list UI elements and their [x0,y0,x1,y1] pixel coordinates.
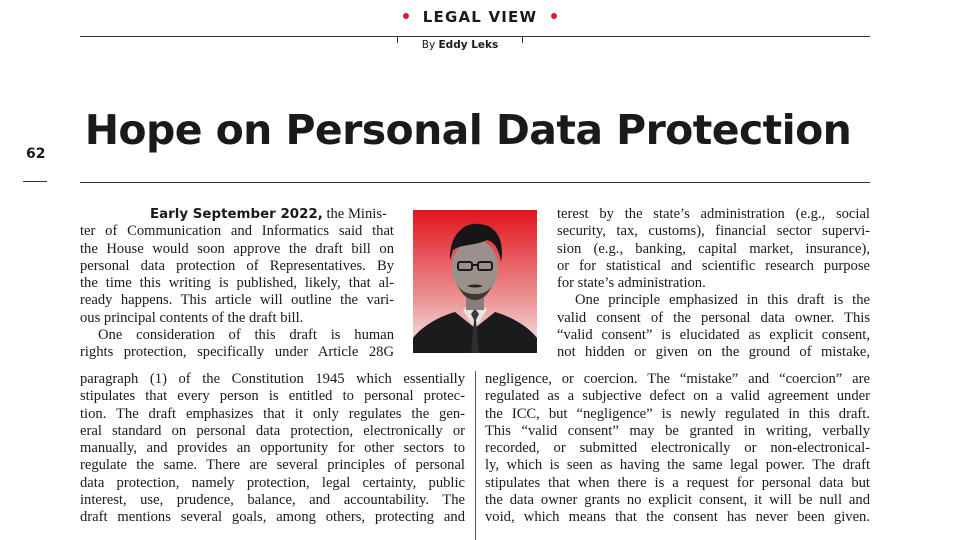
byline-author: Eddy Leks [438,39,499,51]
author-photo [413,210,537,353]
article-line: security, tax, customs), financial sector supervi- [557,223,870,240]
article-line: “valid consent” is elucidated as explicit consent, [557,327,870,344]
article-line: the House would soon approve the draft bill on [80,240,394,257]
article-line: the ICC, but “negligence” is newly regulated in this draft. [485,405,870,422]
article-line: terest by the state’s administration (e.g., social [557,206,870,222]
lead-in: Early September 2022, [150,207,323,222]
right-dot-icon [551,13,557,19]
article-line: ready happens. This article will outline the vari- [80,292,394,309]
article-line: interest, use, prudence, balance, and accountability. The [80,492,465,509]
article-line: valid consent of the personal data owner. This [557,309,870,326]
article-line: regulate the same. There are several principles of personal [80,457,465,474]
article-line: ter of Communication and Informatics said that [80,223,394,240]
page-number-rule [23,181,47,182]
article-line: stipulates that every person is entitled to personal protec- [80,388,465,405]
page-number: 62 [26,146,46,162]
article-line: data protection, namely protection, legal certainty, public [80,474,465,491]
article-line: ous principal contents of the draft bill. [80,309,304,326]
left-column-top [80,206,394,362]
article-line: stipulates that when there is a request for personal data but [485,474,870,491]
article-line: sion (e.g., banking, capital market, insurance), [557,240,870,257]
top-rule [80,36,870,37]
column-divider [475,371,476,540]
article-line: or for statistical and scientific research purpose [557,257,870,274]
left-dot-icon [403,13,409,19]
byline-tick-right [522,36,523,43]
right-column-top [557,206,870,362]
article-line: void, which means that the consent has never been given. [485,509,870,526]
article-line: the data owner grants no explicit consent, it will be null and [485,492,870,509]
article-line: negligence, or coercion. The “mistake” and “coercion” are [485,371,870,387]
article-line: This “valid consent” may be granted in writing, verbally [485,422,870,439]
article-line: ly, which is seen as having the same legal power. The draft [485,457,870,474]
article-line: not hidden or given on the ground of mistake, [557,344,870,361]
article-line: the time this writing is published, likely, that al- [80,275,394,292]
byline [398,38,522,52]
section-label: LEGAL VIEW [422,8,538,26]
article-line: draft mentions several goals, among others, protecting and [80,509,465,526]
article-line: rights protection, specifically under Article 28G [80,344,394,361]
article-line: regulated as a subjective defect on a valid agreement under [485,388,870,405]
article-line: eral standard on personal data protection, electronically or [80,422,465,439]
article-line [80,206,394,223]
article-title: Hope on Personal Data Protection [84,106,852,154]
author-portrait-icon [413,210,537,353]
article-line: recorded, or submitted electronically or non-electronical- [485,440,870,457]
article-line: manually, and provides an opportunity for other sectors to [80,440,465,457]
title-rule [80,182,870,183]
byline-prefix: By [421,39,436,51]
lead-in-rest: the Minis- [322,206,387,222]
article-line: tion. The draft emphasizes that it only regulates the gen- [80,405,465,422]
article-line: personal data protection of Representatives. By [80,257,394,274]
left-column-bottom [80,371,465,527]
section-header [0,6,960,28]
article-line: One principle emphasized in this draft is the [575,292,870,309]
article-line: paragraph (1) of the Constitution 1945 which essentially [80,371,465,387]
article-line: for state’s administration. [557,275,706,292]
right-column-bottom [485,371,870,527]
article-line: One consideration of this draft is human [98,327,394,344]
